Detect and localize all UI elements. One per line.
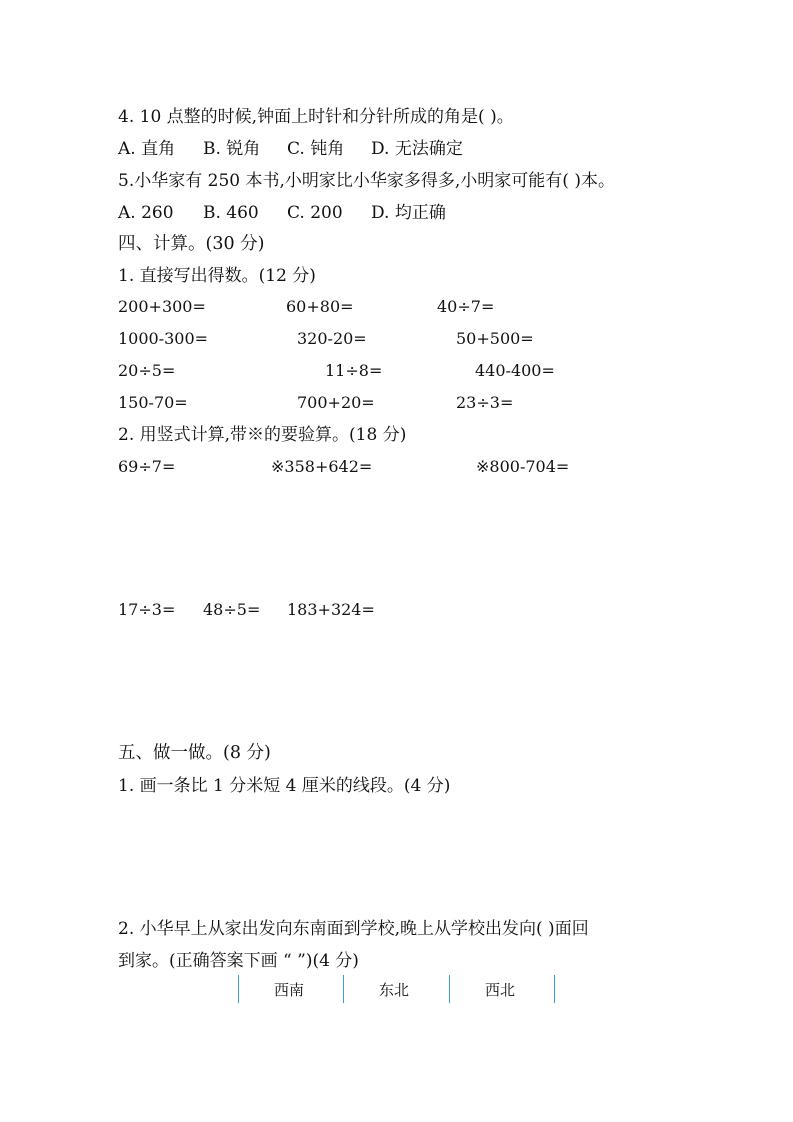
q4-option-a: A. 直角 (118, 139, 176, 159)
direct-calc-item: 50+500= (456, 329, 534, 348)
choice-northwest[interactable]: 西北 (485, 981, 516, 999)
vertical-calc-item: 48÷5= (203, 600, 261, 619)
q4-option-b: B. 锐角 (203, 139, 261, 159)
direct-calc-item: 60+80= (286, 297, 354, 316)
direct-calc-item: 40÷7= (437, 297, 495, 316)
direct-calc-item: 200+300= (118, 297, 206, 316)
q5-option-c: C. 200 (287, 203, 343, 223)
vertical-calc-item: ※800-704= (476, 457, 570, 476)
direct-calc-item: 11÷8= (325, 361, 383, 380)
section5-q2-line1: 2. 小华早上从家出发向东南面到学校,晚上从学校出发向( )面回 (118, 919, 589, 939)
direct-calc-item: 150-70= (118, 393, 188, 412)
section4-part1-title: 1. 直接写出得数。(12 分) (118, 266, 316, 286)
choice-separator (343, 975, 344, 1003)
q5-option-b: B. 460 (203, 203, 259, 223)
q4-option-d: D. 无法确定 (371, 139, 463, 159)
choice-northeast[interactable]: 东北 (379, 981, 410, 999)
section4-part2-title: 2. 用竖式计算,带※的要验算。(18 分) (118, 425, 407, 445)
vertical-calc-item: 17÷3= (118, 600, 176, 619)
vertical-calc-item: ※358+642= (271, 457, 373, 476)
q5-option-d: D. 均正确 (371, 203, 446, 223)
vertical-calc-item: 69÷7= (118, 457, 176, 476)
direct-calc-item: 23÷3= (456, 393, 514, 412)
choice-separator (449, 975, 450, 1003)
choice-southwest[interactable]: 西南 (274, 981, 305, 999)
q4-stem: 4. 10 点整的时候,钟面上时针和分针所成的角是( )。 (118, 107, 514, 127)
direct-calc-item: 20÷5= (118, 361, 176, 380)
direct-calc-item: 1000-300= (118, 329, 209, 348)
section5-title: 五、做一做。(8 分) (118, 743, 271, 763)
q4-option-c: C. 钝角 (287, 139, 345, 159)
direct-calc-item: 320-20= (297, 329, 367, 348)
section5-q1: 1. 画一条比 1 分米短 4 厘米的线段。(4 分) (118, 776, 451, 796)
direct-calc-item: 440-400= (475, 361, 555, 380)
choice-separator (554, 975, 555, 1003)
direct-calc-item: 700+20= (297, 393, 375, 412)
vertical-calc-item: 183+324= (287, 600, 375, 619)
section4-title: 四、计算。(30 分) (118, 234, 265, 254)
q5-option-a: A. 260 (118, 203, 174, 223)
section5-q2-line2: 到家。(正确答案下画 “ ”)(4 分) (118, 951, 359, 971)
choice-separator (238, 975, 239, 1003)
q5-stem: 5.小华家有 250 本书,小明家比小华家多得多,小明家可能有( )本。 (118, 171, 615, 191)
